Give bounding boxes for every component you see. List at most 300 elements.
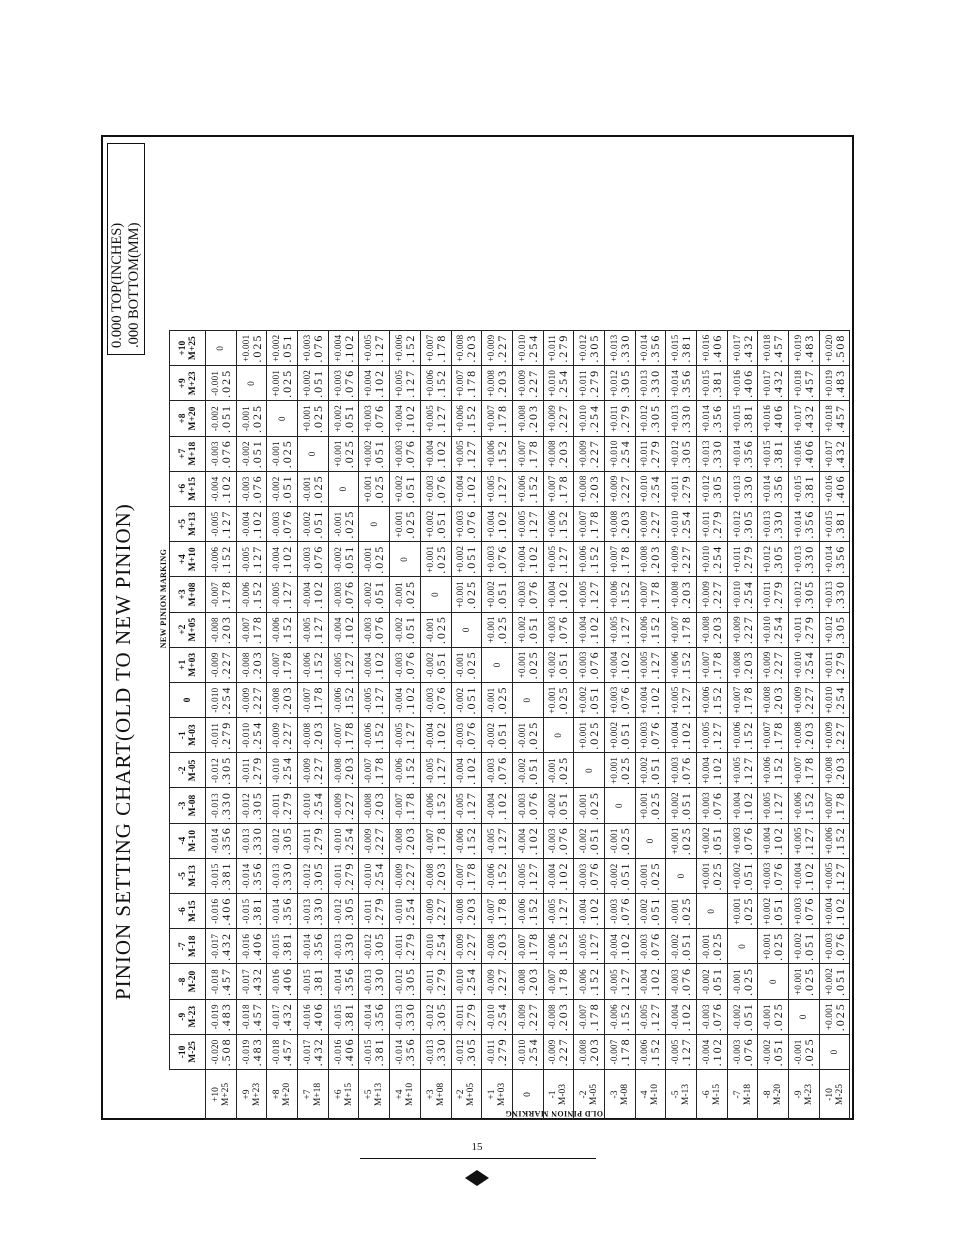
cell-inches: +0.007 xyxy=(639,580,650,609)
cell-mm: .051 xyxy=(280,333,295,363)
cell-inches: -0.004 xyxy=(455,757,466,783)
column-header-number: -4 xyxy=(177,836,188,845)
cell-mm: .356 xyxy=(740,439,755,469)
cell-mm: .178 xyxy=(280,650,295,680)
table-cell xyxy=(666,718,697,753)
row-header-number: -7 xyxy=(732,1090,743,1099)
table-cell xyxy=(420,823,451,858)
table-cell xyxy=(328,542,359,577)
cell-inches: -0.016 xyxy=(209,898,220,924)
cell-inches: +0.002 xyxy=(578,686,589,714)
table-cell xyxy=(574,929,605,964)
table-cell xyxy=(236,718,267,753)
table-cell xyxy=(635,999,666,1034)
table-cell xyxy=(604,1034,635,1069)
table-cell xyxy=(543,753,574,788)
column-header xyxy=(170,929,206,964)
table-cell xyxy=(451,682,482,717)
table-cell xyxy=(390,507,421,542)
table-cell xyxy=(267,507,298,542)
cell-inches: +0.004 xyxy=(424,440,435,468)
cell-inches: -0.005 xyxy=(332,652,343,678)
cell-inches: -0.013 xyxy=(301,898,312,924)
table-cell xyxy=(666,964,697,999)
cell-mm: .076 xyxy=(464,720,479,750)
cell-inches: +0.008 xyxy=(455,334,466,362)
cell-mm: .025 xyxy=(801,967,816,997)
cell-mm: .356 xyxy=(801,509,816,539)
table-cell xyxy=(697,331,728,366)
cell-inches: +0.011 xyxy=(731,545,742,573)
cell-inches: +0.005 xyxy=(608,616,619,644)
row-header-number: -3 xyxy=(609,1090,620,1099)
cell-inches: +0.007 xyxy=(700,651,711,679)
cell-mm: .025 xyxy=(495,615,510,645)
cell-mm: .051 xyxy=(402,474,417,504)
cell-inches: -0.004 xyxy=(363,652,374,678)
table-cell xyxy=(328,858,359,893)
cell-inches: -0.005 xyxy=(547,898,558,924)
row-header-number: +5 xyxy=(364,1089,375,1100)
table-cell xyxy=(236,964,267,999)
table-cell xyxy=(390,999,421,1034)
table-cell xyxy=(604,647,635,682)
cell-mm: .330 xyxy=(648,368,663,398)
cell-mm: .330 xyxy=(709,439,724,469)
cell-mm: .178 xyxy=(495,404,510,434)
row-header-metric: M+05 xyxy=(466,1082,477,1107)
cell-mm: .305 xyxy=(249,791,264,821)
table-cell xyxy=(819,436,850,471)
cell-mm: .254 xyxy=(648,474,663,504)
cell-inches: -0.001 xyxy=(486,687,497,713)
cell-inches: -0.007 xyxy=(578,1004,589,1030)
table-cell xyxy=(298,1034,329,1069)
column-header-number: +2 xyxy=(177,624,188,635)
cell-mm: .025 xyxy=(464,579,479,609)
cell-inches: +0.012 xyxy=(731,510,742,538)
row-header-metric: M+10 xyxy=(404,1082,415,1107)
cell-inches: +0.006 xyxy=(762,756,773,784)
table-cell xyxy=(328,682,359,717)
column-header-number: +6 xyxy=(177,483,188,494)
table-cell xyxy=(420,788,451,823)
table-cell xyxy=(390,788,421,823)
cell-inches: +0.001 xyxy=(240,334,251,362)
row-header xyxy=(604,1070,635,1120)
table-cell xyxy=(789,366,820,401)
cell-mm: .203 xyxy=(218,615,233,645)
cell-inches: -0.004 xyxy=(670,1004,681,1030)
table-cell xyxy=(328,718,359,753)
cell-mm: .203 xyxy=(771,685,786,715)
cell-mm: .102 xyxy=(740,791,755,821)
cell-inches: 0 xyxy=(460,627,471,633)
row-header xyxy=(206,1070,237,1120)
table-cell xyxy=(543,647,574,682)
cell-inches: +0.013 xyxy=(792,545,803,573)
cell-inches: -0.002 xyxy=(608,863,619,889)
cell-inches: -0.010 xyxy=(332,828,343,854)
table-cell xyxy=(359,894,390,929)
table-cell xyxy=(359,436,390,471)
cell-mm: .305 xyxy=(341,896,356,926)
table-cell xyxy=(758,964,789,999)
table-cell xyxy=(697,858,728,893)
cell-mm: .305 xyxy=(372,931,387,961)
cell-mm: .508 xyxy=(218,1037,233,1067)
table-cell xyxy=(604,753,635,788)
cell-inches: -0.011 xyxy=(363,898,374,924)
cell-inches: +0.009 xyxy=(762,651,773,679)
table-cell xyxy=(359,999,390,1034)
cell-mm: .152 xyxy=(648,615,663,645)
cell-mm: .227 xyxy=(556,404,571,434)
table-cell xyxy=(359,577,390,612)
cell-mm: .381 xyxy=(740,404,755,434)
row-header-metric: M-23 xyxy=(803,1083,814,1106)
cell-inches: -0.013 xyxy=(271,863,282,889)
table-cell xyxy=(420,471,451,506)
cell-inches: -0.004 xyxy=(393,687,404,713)
table-cell xyxy=(635,964,666,999)
cell-inches: +0.005 xyxy=(455,440,466,468)
table-cell xyxy=(482,331,513,366)
cell-mm: .457 xyxy=(801,368,816,398)
table-cell xyxy=(604,366,635,401)
cell-inches: -0.014 xyxy=(332,969,343,995)
table-cell xyxy=(758,331,789,366)
cell-mm: .406 xyxy=(249,931,264,961)
cell-inches: +0.006 xyxy=(608,580,619,609)
table-cell xyxy=(236,753,267,788)
cell-mm: .457 xyxy=(771,333,786,363)
rotated-chart xyxy=(103,137,854,1120)
cell-mm: .102 xyxy=(218,474,233,504)
table-cell xyxy=(789,964,820,999)
cell-mm: .279 xyxy=(556,333,571,363)
table-cell xyxy=(359,788,390,823)
cell-inches: +0.015 xyxy=(823,510,834,538)
table-cell xyxy=(390,647,421,682)
table-cell xyxy=(482,612,513,647)
table-cell xyxy=(666,682,697,717)
cell-inches: -0.005 xyxy=(639,1004,650,1030)
column-header-number: -1 xyxy=(177,731,188,740)
cell-mm: .305 xyxy=(310,861,325,891)
cell-mm: .152 xyxy=(617,1002,632,1032)
cell-inches: +0.019 xyxy=(792,334,803,362)
cell-mm: .127 xyxy=(464,791,479,821)
table-cell xyxy=(390,964,421,999)
cell-mm: .305 xyxy=(709,474,724,504)
table-cell xyxy=(512,471,543,506)
table-cell xyxy=(206,366,237,401)
table-cell xyxy=(727,366,758,401)
table-cell xyxy=(267,471,298,506)
cell-inches: -0.014 xyxy=(393,1039,404,1065)
table-row xyxy=(236,331,267,1120)
cell-inches: +0.001 xyxy=(578,721,589,749)
table-cell xyxy=(328,331,359,366)
cell-inches: -0.013 xyxy=(393,1004,404,1030)
cell-mm: .127 xyxy=(587,931,602,961)
table-cell xyxy=(512,577,543,612)
table-cell xyxy=(359,964,390,999)
table-cell xyxy=(206,718,237,753)
cell-inches: +0.001 xyxy=(516,651,527,679)
cell-inches: -0.010 xyxy=(363,863,374,889)
cell-inches: -0.002 xyxy=(363,581,374,607)
row-header xyxy=(298,1070,329,1120)
cell-inches: -0.008 xyxy=(424,863,435,889)
cell-inches: -0.002 xyxy=(516,757,527,783)
table-cell xyxy=(727,507,758,542)
cell-inches: +0.009 xyxy=(700,580,711,609)
cell-mm: .330 xyxy=(310,896,325,926)
cell-mm: .254 xyxy=(464,967,479,997)
cell-inches: +0.005 xyxy=(670,686,681,714)
cell-inches: +0.002 xyxy=(363,440,374,468)
cell-inches: -0.001 xyxy=(516,722,527,748)
column-header xyxy=(170,718,206,753)
table-cell xyxy=(574,436,605,471)
table-cell xyxy=(482,436,513,471)
table-cell xyxy=(328,401,359,436)
cell-mm: .227 xyxy=(587,439,602,469)
cell-mm: .051 xyxy=(679,791,694,821)
table-cell xyxy=(451,542,482,577)
table-cell xyxy=(697,436,728,471)
table-cell xyxy=(267,753,298,788)
table-cell xyxy=(328,823,359,858)
table-cell xyxy=(482,577,513,612)
table-cell xyxy=(206,507,237,542)
cell-inches: +0.017 xyxy=(792,404,803,433)
column-header xyxy=(170,964,206,999)
cell-inches: -0.014 xyxy=(301,933,312,959)
table-cell xyxy=(298,612,329,647)
cell-mm: .305 xyxy=(464,1037,479,1067)
row-header xyxy=(819,1070,850,1120)
units-top: 0.000 TOP(INCHES) xyxy=(109,222,125,348)
table-cell xyxy=(727,471,758,506)
table-corner xyxy=(170,1070,206,1120)
table-cell xyxy=(236,823,267,858)
cell-mm: .178 xyxy=(617,544,632,574)
cell-mm: .227 xyxy=(525,1002,540,1032)
cell-mm: .051 xyxy=(310,509,325,539)
table-cell xyxy=(819,718,850,753)
cell-mm: .127 xyxy=(679,685,694,715)
cell-mm: .127 xyxy=(525,509,540,539)
cell-mm: .254 xyxy=(280,755,295,785)
table-cell xyxy=(543,366,574,401)
table-cell xyxy=(236,682,267,717)
cell-mm: .356 xyxy=(709,404,724,434)
cell-mm: .203 xyxy=(525,967,540,997)
table-row xyxy=(789,331,820,1120)
cell-mm: .152 xyxy=(648,1037,663,1067)
table-cell xyxy=(819,577,850,612)
table-cell xyxy=(451,823,482,858)
table-cell xyxy=(451,331,482,366)
table-cell xyxy=(697,788,728,823)
column-header xyxy=(170,753,206,788)
cell-inches: +0.002 xyxy=(823,967,834,996)
cell-inches: +0.015 xyxy=(731,404,742,433)
cell-mm: .127 xyxy=(280,579,295,609)
table-cell xyxy=(512,682,543,717)
table-cell xyxy=(359,823,390,858)
cell-inches: -0.016 xyxy=(240,933,251,959)
cell-mm: .051 xyxy=(709,967,724,997)
cell-inches: -0.007 xyxy=(271,652,282,678)
cell-mm: .152 xyxy=(587,967,602,997)
table-cell xyxy=(758,718,789,753)
cell-mm: .102 xyxy=(525,544,540,574)
table-cell xyxy=(697,753,728,788)
table-cell xyxy=(482,823,513,858)
table-cell xyxy=(697,682,728,717)
row-header xyxy=(727,1070,758,1120)
cell-mm: .203 xyxy=(341,755,356,785)
cell-mm: .279 xyxy=(372,896,387,926)
pinion-table-wrap xyxy=(169,330,850,1120)
cell-inches: +0.007 xyxy=(455,369,466,397)
cell-inches: 0 xyxy=(675,873,686,879)
cell-mm: .432 xyxy=(801,404,816,434)
cell-inches: +0.001 xyxy=(271,369,282,397)
cell-mm: .227 xyxy=(771,650,786,680)
cell-inches: +0.016 xyxy=(731,369,742,397)
cell-mm: .076 xyxy=(372,615,387,645)
table-cell xyxy=(420,542,451,577)
cell-mm: .178 xyxy=(218,579,233,609)
cell-inches: -0.003 xyxy=(578,863,589,889)
cell-inches: +0.018 xyxy=(823,404,834,433)
cell-mm: .076 xyxy=(464,509,479,539)
cell-mm: .102 xyxy=(617,650,632,680)
cell-mm: .076 xyxy=(832,931,847,961)
cell-mm: .076 xyxy=(587,650,602,680)
table-cell xyxy=(482,401,513,436)
cell-mm: .178 xyxy=(740,685,755,715)
cell-mm: .076 xyxy=(648,720,663,750)
column-header-metric: M-18 xyxy=(187,935,198,958)
cell-inches: -0.007 xyxy=(516,933,527,959)
cell-mm: .178 xyxy=(556,967,571,997)
cell-inches: -0.004 xyxy=(486,793,497,819)
table-cell xyxy=(390,858,421,893)
cell-mm: .102 xyxy=(464,474,479,504)
cell-inches: 0 xyxy=(583,768,594,773)
cell-inches: -0.008 xyxy=(393,828,404,854)
cell-mm: .203 xyxy=(495,368,510,398)
table-cell xyxy=(512,964,543,999)
cell-mm: .127 xyxy=(341,650,356,680)
cell-mm: .254 xyxy=(709,544,724,574)
cell-mm: .076 xyxy=(341,579,356,609)
column-header xyxy=(170,542,206,577)
cell-mm: .051 xyxy=(648,896,663,926)
cell-mm: .102 xyxy=(648,967,663,997)
cell-mm: .025 xyxy=(464,650,479,680)
cell-inches: +0.014 xyxy=(762,475,773,503)
cell-inches: +0.014 xyxy=(670,369,681,397)
cell-mm: .279 xyxy=(801,615,816,645)
cell-inches: -0.011 xyxy=(455,1004,466,1030)
cell-mm: .152 xyxy=(402,333,417,363)
table-cell xyxy=(298,682,329,717)
cell-inches: -0.015 xyxy=(332,1004,343,1030)
cell-inches: -0.003 xyxy=(608,898,619,924)
row-header-number: +7 xyxy=(302,1089,313,1100)
cell-inches: -0.002 xyxy=(731,1004,742,1030)
cell-inches: -0.014 xyxy=(209,828,220,854)
table-cell xyxy=(298,788,329,823)
cell-inches: 0 xyxy=(829,1049,840,1055)
cell-mm: .432 xyxy=(740,333,755,363)
column-header-number: +3 xyxy=(177,589,188,600)
cell-mm: .102 xyxy=(341,333,356,363)
table-cell xyxy=(420,401,451,436)
cell-inches: -0.010 xyxy=(516,1039,527,1065)
table-cell xyxy=(482,1034,513,1069)
table-cell xyxy=(206,753,237,788)
table-cell xyxy=(758,471,789,506)
table-cell xyxy=(298,894,329,929)
cell-mm: .254 xyxy=(832,685,847,715)
cell-inches: -0.003 xyxy=(209,441,220,467)
cell-inches: -0.016 xyxy=(332,1039,343,1065)
cell-inches: -0.003 xyxy=(271,511,282,537)
cell-mm: .203 xyxy=(556,439,571,469)
cell-mm: .279 xyxy=(280,791,295,821)
cell-mm: .127 xyxy=(832,861,847,891)
cell-inches: +0.007 xyxy=(670,616,681,644)
table-cell xyxy=(697,894,728,929)
table-cell xyxy=(697,929,728,964)
cell-inches: -0.004 xyxy=(332,617,343,643)
table-cell xyxy=(236,647,267,682)
table-cell xyxy=(267,929,298,964)
cell-inches: +0.003 xyxy=(332,369,343,397)
cell-inches: +0.011 xyxy=(670,475,681,503)
cell-mm: .152 xyxy=(433,368,448,398)
cell-mm: .051 xyxy=(464,685,479,715)
cell-inches: +0.008 xyxy=(516,404,527,433)
column-header-metric: M+10 xyxy=(187,547,198,572)
cell-inches: +0.017 xyxy=(731,334,742,362)
cell-mm: .051 xyxy=(341,404,356,434)
table-cell xyxy=(604,682,635,717)
column-header-metric: M+15 xyxy=(187,476,198,501)
cell-inches: +0.012 xyxy=(608,369,619,397)
table-cell xyxy=(635,788,666,823)
cell-inches: -0.012 xyxy=(240,793,251,819)
cell-mm: .178 xyxy=(433,333,448,363)
cell-mm: .254 xyxy=(310,791,325,821)
cell-mm: .508 xyxy=(832,333,847,363)
cell-mm: .279 xyxy=(648,439,663,469)
cell-inches: -0.018 xyxy=(271,1039,282,1065)
cell-inches: +0.003 xyxy=(516,580,527,609)
table-cell xyxy=(789,577,820,612)
row-header xyxy=(758,1070,789,1120)
table-cell xyxy=(328,1034,359,1069)
cell-inches: 0 xyxy=(706,908,717,914)
